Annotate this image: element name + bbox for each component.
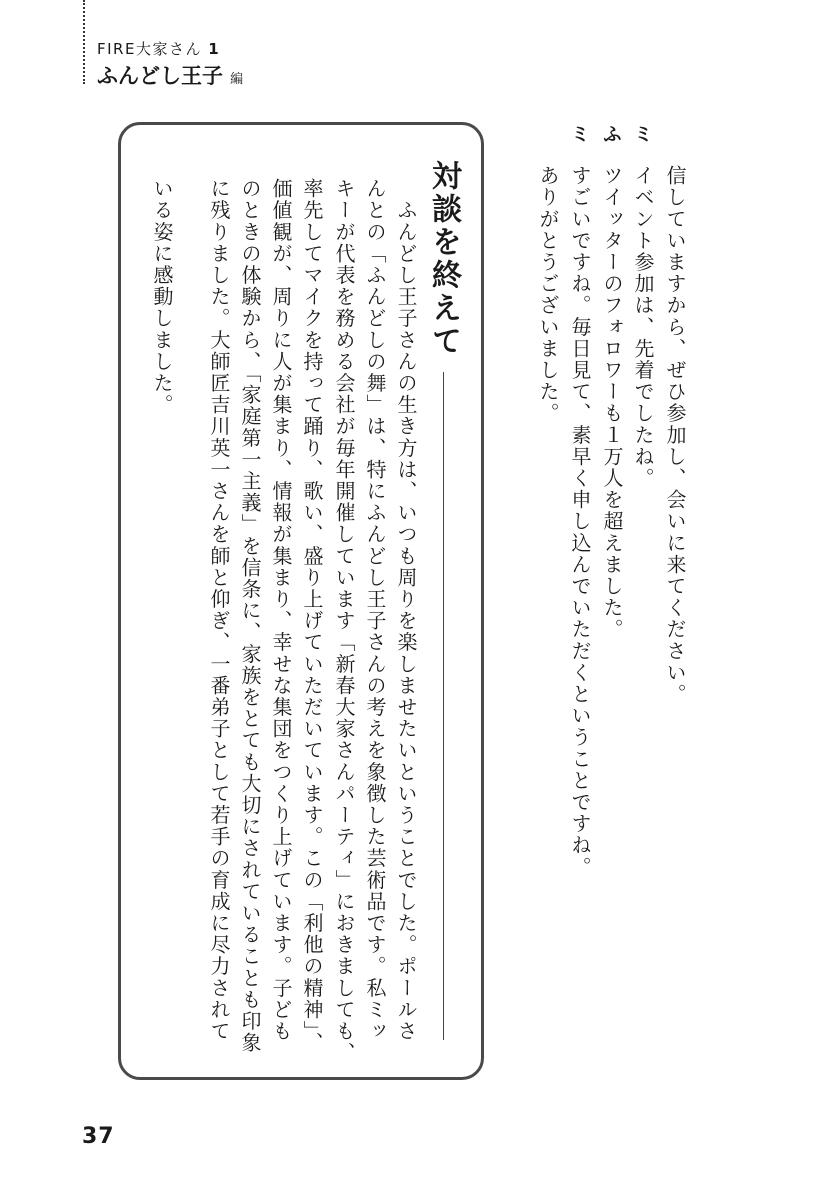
afterword-line: いる姿に感動しました。 (150, 178, 174, 416)
running-header-title (97, 60, 243, 90)
dialogue-line: ありがとうございました。 (536, 165, 560, 425)
page-number: 37 (82, 1124, 115, 1149)
volume-number: 1 (208, 40, 221, 58)
dialogue-line: 信していますから、ぜひ参加し、会いに来てください。 (663, 165, 687, 705)
afterword-line: 率先してマイクを持って踊り、歌い、盛り上げていただいています。この「利他の精神」、 (300, 178, 324, 1054)
speaker-label: ミ (631, 124, 653, 143)
speaker-label: ミ (568, 124, 590, 143)
afterword-line: ふんどし王子さんの生き方は、いつも周りを楽しませたいということでした。ポールさ (394, 178, 418, 1042)
afterword-title: 対談を終えて (426, 160, 461, 358)
afterword-line: んとの「ふんどしの舞」は、特にふんどし王子さんの考えを象徴した芸術品です。私ミッ (363, 178, 387, 1042)
afterword-line: に残りました。大師匠吉川英一さんを師と仰ぎ、一番弟子として若手の育成に尽力されて (207, 178, 231, 1042)
afterword-title-rule (443, 372, 444, 1040)
dialogue-line: すごいですね。毎日見て、素早く申し込んでいただくということですね。 (568, 165, 592, 878)
series-name: FIRE大家さん (97, 40, 202, 58)
afterword-line: キーが代表を務める会社が毎年開催しています「新春大家さんパーティ」におきましても、 (332, 178, 356, 1064)
afterword-line: 価値観が、周りに人が集まり、情報が集まり、幸せな集団をつくり上げています。子ども (269, 178, 293, 1042)
dialogue-line: ツイッターのフォロワーも１万人を超えました。 (600, 165, 624, 641)
chapter-title: ふんどし王子 (97, 64, 223, 88)
header-dotted-rule (83, 0, 85, 84)
running-header-series (97, 38, 220, 59)
speaker-label: ふ (600, 124, 622, 143)
dialogue-line: イベント参加は、先着でしたね。 (631, 165, 655, 489)
afterword-line: のときの体験から、「家庭第一主義」を信条に、家族をとても大切にされていることも印象 (238, 178, 262, 1054)
chapter-title-suffix: 編 (230, 72, 244, 87)
